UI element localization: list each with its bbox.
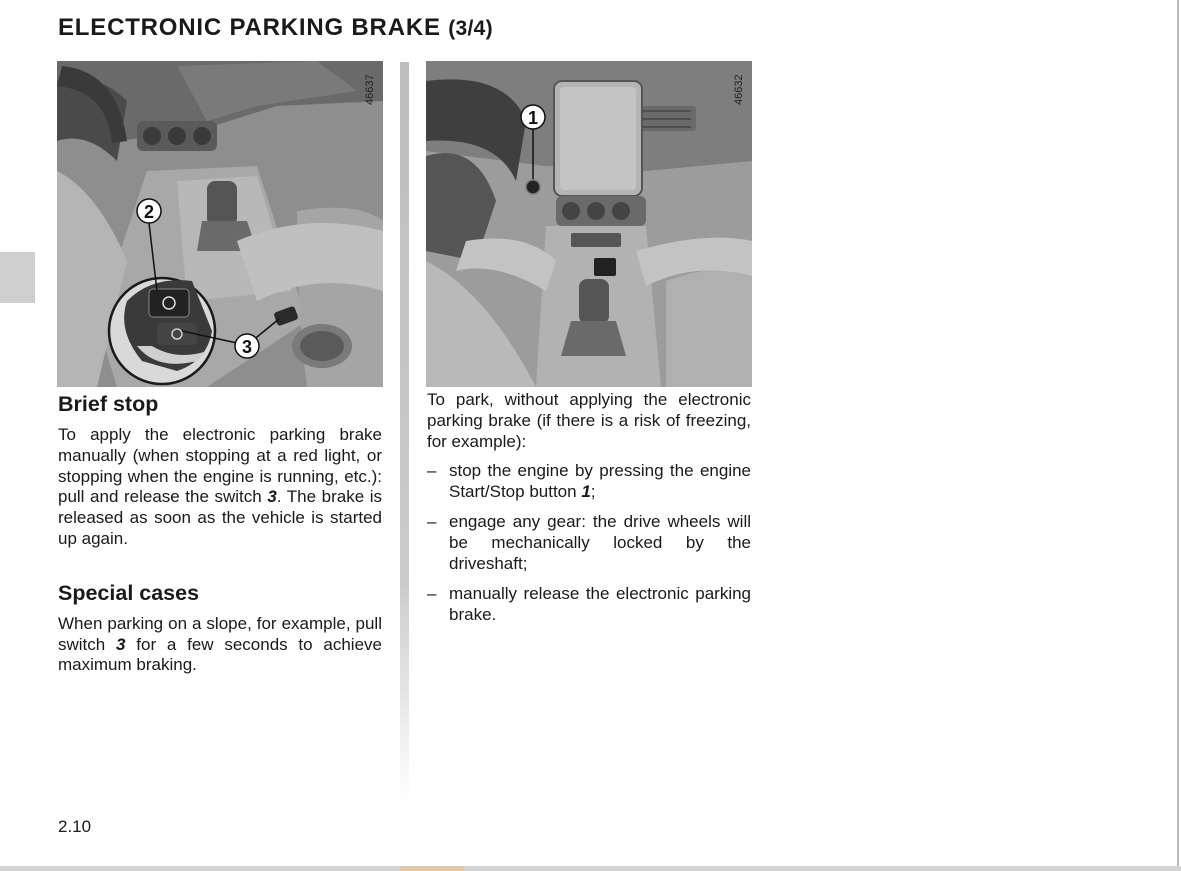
step-text-2: engage any gear: the drive wheels will be mechanically locked by the driveshaft; <box>449 512 751 574</box>
callout-3: 3 <box>241 337 253 357</box>
callout-1: 1 <box>527 108 539 128</box>
list-item <box>427 512 751 574</box>
page-title-text: ELECTRONIC PARKING BRAKE <box>58 14 441 41</box>
list-dash: – <box>427 584 437 604</box>
brief-stop-heading: Brief stop <box>58 392 159 416</box>
page-number: 2.10 <box>58 817 92 836</box>
callout-2: 2 <box>143 202 155 222</box>
parking-steps <box>427 461 751 626</box>
step-text-1: stop the engine by pressing the engine Start/Stop button <box>449 461 751 502</box>
page-title-part: (3/4) <box>448 17 493 40</box>
brief-stop-paragraph <box>58 425 382 550</box>
switch-ref: 3 <box>116 634 126 654</box>
special-cases-text-1: When parking on a slope, for example, pull switch <box>58 613 382 654</box>
list-item <box>427 584 751 626</box>
switch-ref: 3 <box>267 487 277 507</box>
button-ref: 1 <box>581 482 591 502</box>
step-text-3: manually release the electronic parking brake. <box>449 584 751 625</box>
dashboard-illustration <box>426 61 752 387</box>
center-console-illustration <box>57 61 383 387</box>
column-divider <box>400 62 409 802</box>
left-column <box>58 390 382 676</box>
figure-start-stop-button <box>426 61 752 387</box>
list-dash: – <box>427 512 437 532</box>
page-bottom-accent <box>400 866 464 871</box>
figure-reference-number: 46632 <box>733 74 745 105</box>
parking-intro: To park, without applying the electronic parking brake (if there is a risk of freezing, for example): <box>427 390 751 451</box>
step-text-1-end: ; <box>590 482 596 502</box>
section-thumb-tab <box>0 252 35 303</box>
page-edge <box>1177 0 1179 871</box>
right-column <box>427 390 751 635</box>
special-cases-paragraph <box>58 614 382 676</box>
special-cases-heading: Special cases <box>58 580 200 605</box>
brief-stop-text-2: . The brake is released as soon as the vehicle is started up again. <box>58 487 383 548</box>
brief-stop-text-1: To apply the electronic parking brake manually (when stopping at a red light, or stopping when the engine is running, etc.): pull and release the switch <box>58 425 382 507</box>
list-dash: – <box>427 461 437 481</box>
page-title <box>58 14 493 42</box>
figure-reference-number: 46637 <box>364 74 376 105</box>
list-item <box>427 461 751 503</box>
page-bottom-edge <box>0 866 1181 871</box>
special-cases-text-2: for a few seconds to achieve maximum braking. <box>58 634 382 675</box>
figure-center-console-switch <box>57 61 383 387</box>
